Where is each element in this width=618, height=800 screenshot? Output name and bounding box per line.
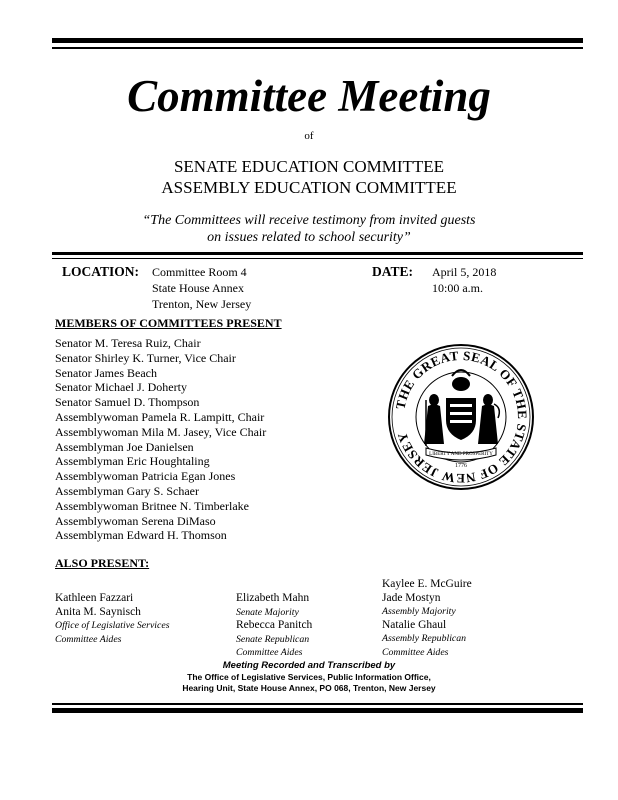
middle-rule-thin xyxy=(52,258,583,259)
aide-name: Kathleen Fazzari xyxy=(55,592,134,604)
member-item: Senator James Beach xyxy=(55,365,157,380)
aide-name: Kaylee E. McGuire xyxy=(382,578,472,590)
location-label: LOCATION: xyxy=(62,264,140,279)
bottom-rule-thin xyxy=(52,703,583,705)
also-present-col-3 xyxy=(382,578,472,659)
aide-role: Committee Aides xyxy=(236,647,303,658)
aide-name: Rebecca Panitch xyxy=(236,619,313,631)
location-line: Trenton, New Jersey xyxy=(152,297,252,311)
bottom-rule-thick xyxy=(52,708,583,713)
aide-affiliation: Assembly Majority xyxy=(382,606,456,617)
time-line: 10:00 a.m. xyxy=(432,281,483,295)
credit-line-3: Hearing Unit, State House Annex, PO 068, Trenton, New Jersey xyxy=(182,683,436,693)
member-item: Assemblywoman Patricia Egan Jones xyxy=(55,469,236,484)
date-value xyxy=(432,264,496,296)
member-item: Senator Shirley K. Turner, Vice Chair xyxy=(55,350,236,365)
seal-banner-text: LIBERTY AND PROSPERITY xyxy=(429,452,493,457)
title-of: of xyxy=(304,130,314,142)
top-rule-thin xyxy=(52,47,583,49)
purpose-line-2: on issues related to school security” xyxy=(207,230,411,245)
aide-name: Natalie Ghaul xyxy=(382,618,447,631)
member-item: Senator Michael J. Doherty xyxy=(55,380,187,395)
members-heading: MEMBERS OF COMMITTEES PRESENT xyxy=(55,316,282,330)
aide-role: Committee Aides xyxy=(55,633,122,645)
also-present-col-2 xyxy=(236,592,312,660)
document-title: Committee Meeting xyxy=(127,71,491,121)
aide-affiliation: Senate Republican xyxy=(236,633,310,645)
member-item: Senator Samuel D. Thompson xyxy=(55,395,200,410)
aide-name: Elizabeth Mahn xyxy=(236,592,310,604)
credit-line-2: The Office of Legislative Services, Public Information Office, xyxy=(187,671,431,682)
top-rule-thick xyxy=(52,38,583,43)
member-item: Assemblywoman Mila M. Jasey, Vice Chair xyxy=(55,424,267,439)
committee-senate: SENATE EDUCATION COMMITTEE xyxy=(173,157,445,176)
member-item: Assemblyman Joe Danielsen xyxy=(55,439,194,454)
aide-affiliation: Senate Majority xyxy=(236,606,299,618)
meeting-purpose xyxy=(0,212,618,246)
also-present-heading: ALSO PRESENT: xyxy=(55,556,150,570)
location-value xyxy=(152,264,251,312)
committee-names xyxy=(0,156,618,198)
member-item: Assemblywoman Serena DiMaso xyxy=(55,513,216,528)
location-line: State House Annex xyxy=(152,281,244,295)
members-list xyxy=(55,336,266,543)
member-item: Assemblywoman Pamela R. Lampitt, Chair xyxy=(55,409,265,424)
also-present-col-1 xyxy=(55,592,170,646)
state-seal-icon xyxy=(386,342,536,492)
purpose-line-1: “The Committees will receive testimony from invited guests xyxy=(142,213,476,228)
member-item: Assemblyman Edward H. Thomson xyxy=(55,528,227,543)
transcription-credit xyxy=(0,660,618,695)
member-item: Assemblywoman Britnee N. Timberlake xyxy=(55,498,249,513)
member-item: Senator M. Teresa Ruiz, Chair xyxy=(55,336,201,350)
aide-role: Committee Aides xyxy=(382,646,449,658)
seal-ring-text: THE GREAT SEAL OF THE STATE OF NEW JERSEY xyxy=(392,347,531,487)
date-line: April 5, 2018 xyxy=(432,265,497,279)
member-item: Assemblyman Gary S. Schaer xyxy=(55,483,199,498)
member-item: Assemblyman Eric Houghtaling xyxy=(55,454,210,469)
aide-name: Anita M. Saynisch xyxy=(55,605,141,618)
credit-line-1: Meeting Recorded and Transcribed by xyxy=(222,660,396,671)
seal-year-text: 1776 xyxy=(455,463,467,469)
date-label: DATE: xyxy=(372,264,414,279)
aide-name: Jade Mostyn xyxy=(382,591,441,604)
committee-assembly: ASSEMBLY EDUCATION COMMITTEE xyxy=(161,178,457,197)
location-line: Committee Room 4 xyxy=(152,265,247,279)
middle-rule-thick xyxy=(52,252,583,255)
aide-affiliation: Assembly Republican xyxy=(382,633,467,644)
aide-office: Office of Legislative Services xyxy=(55,620,170,631)
